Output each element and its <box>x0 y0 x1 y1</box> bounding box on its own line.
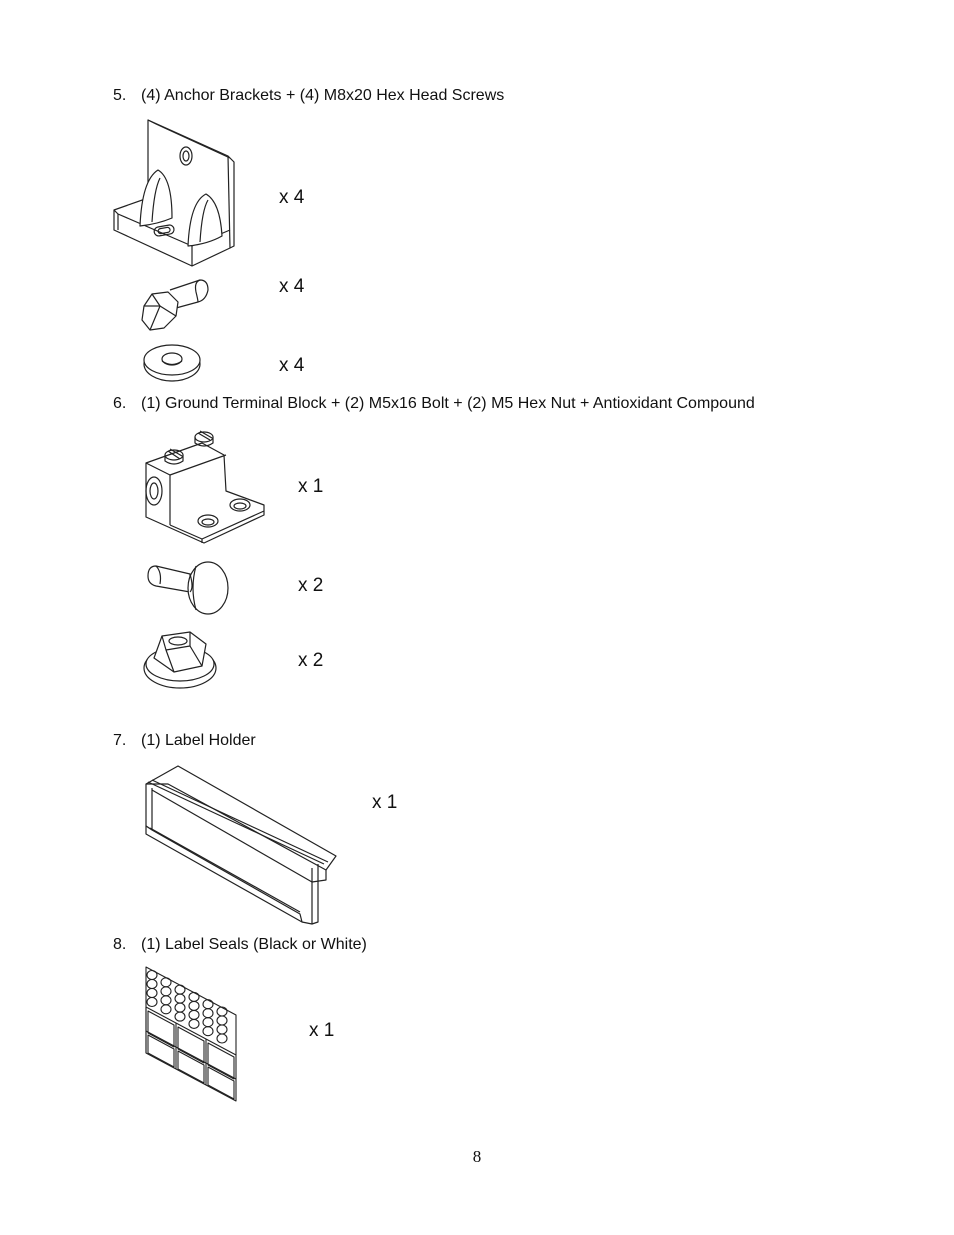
quantity-label: x 1 <box>309 1020 335 1041</box>
hex-nut-icon <box>142 628 220 690</box>
quantity-label: x 4 <box>279 187 305 208</box>
section-number: 7. <box>113 732 127 749</box>
hex-head-screw-icon <box>140 276 212 334</box>
quantity-label: x 2 <box>298 650 324 671</box>
section-title: (1) Label Seals (Black or White) <box>141 936 367 953</box>
quantity-label: x 4 <box>279 276 305 297</box>
section-6-heading <box>113 394 755 414</box>
section-number: 8. <box>113 936 127 953</box>
section-title: (1) Label Holder <box>141 732 256 749</box>
section-title: (4) Anchor Brackets + (4) M8x20 Hex Head Screws <box>141 87 505 104</box>
ground-terminal-block-icon <box>142 425 268 547</box>
section-title: (1) Ground Terminal Block + (2) M5x16 Bolt + (2) M5 Hex Nut + Antioxidant Compound <box>141 395 755 412</box>
anchor-bracket-icon <box>112 118 236 268</box>
quantity-label: x 4 <box>279 355 305 376</box>
quantity-label: x 1 <box>372 792 398 813</box>
carriage-bolt-icon <box>146 560 232 618</box>
section-7-heading <box>113 731 256 751</box>
section-number: 5. <box>113 87 127 104</box>
section-8-heading <box>113 935 367 955</box>
page-number: 8 <box>472 1147 482 1166</box>
section-5-heading <box>113 86 504 106</box>
label-holder-icon <box>144 764 338 926</box>
label-seals-sheet-icon <box>144 965 238 1103</box>
washer-icon <box>142 342 202 384</box>
quantity-label: x 2 <box>298 575 324 596</box>
quantity-label: x 1 <box>298 476 324 497</box>
section-number: 6. <box>113 395 127 412</box>
